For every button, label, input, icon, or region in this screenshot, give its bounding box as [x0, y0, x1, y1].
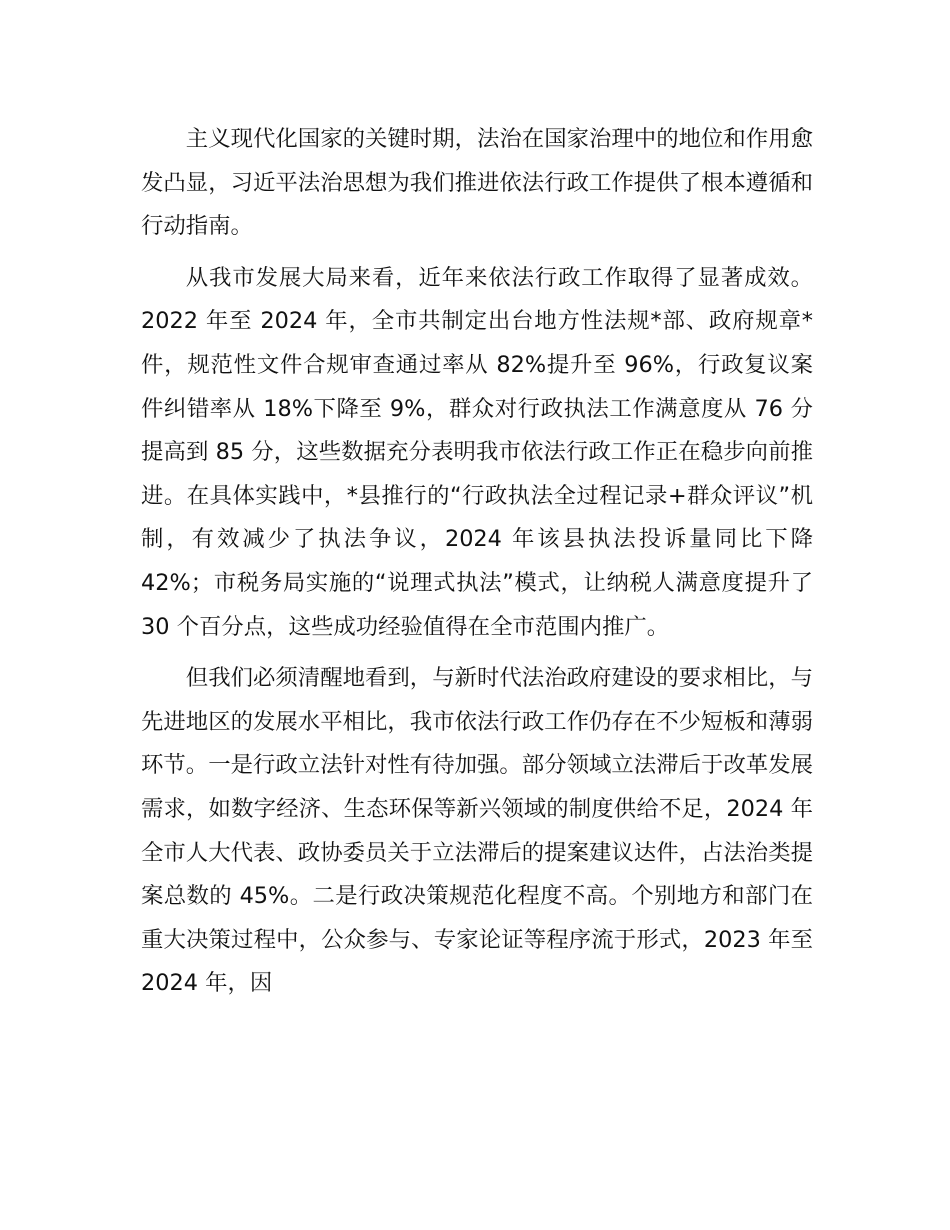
body-text [141, 118, 813, 1006]
paragraph-3: 但我们必须清醒地看到，与新时代法治政府建设的要求相比，与先进地区的发展水平相比，我市依法行政工作仍存在不少短板和薄弱环节。一是行政立法针对性有待加强。部分领域立法滞后于改革发展需求，如数字经济、生态环保等新兴领域的制度供给不足，2024 年全市人大代表、政协委员关于立法滞后的提案建议达件，占法治类提案总数的 45%。二是行政决策规范化程度不高。个别地方和部门在重大决策过程中，公众参与、专家论证等程序流于形式，2023 年至 2024 年，因 [141, 665, 813, 997]
paragraph-1: 主义现代化国家的关键时期，法治在国家治理中的地位和作用愈发凸显，习近平法治思想为我们推进依法行政工作提供了根本遵循和行动指南。 [141, 126, 813, 240]
paragraph-2: 从我市发展大局来看，近年来依法行政工作取得了显著成效。2022 年至 2024 年，全市共制定出台地方性法规*部、政府规章*件，规范性文件合规审查通过率从 82%提升至 96%，行政复议案件纠错率从 18%下降至 9%，群众对行政执法工作满意度从 76 分提高到 85 分，这些数据充分表明我市依法行政工作正在稳步向前推进。在具体实践中，*县推行的“行政执法全过程记录+群众评议”机制，有效减少了执法争议，2024 年该县执法投诉量同比下降 42%；市税务局实施的“说理式执法”模式，让纳税人满意度提升了 30 个百分点，这些成功经验值得在全市范围内推广。 [141, 264, 813, 640]
